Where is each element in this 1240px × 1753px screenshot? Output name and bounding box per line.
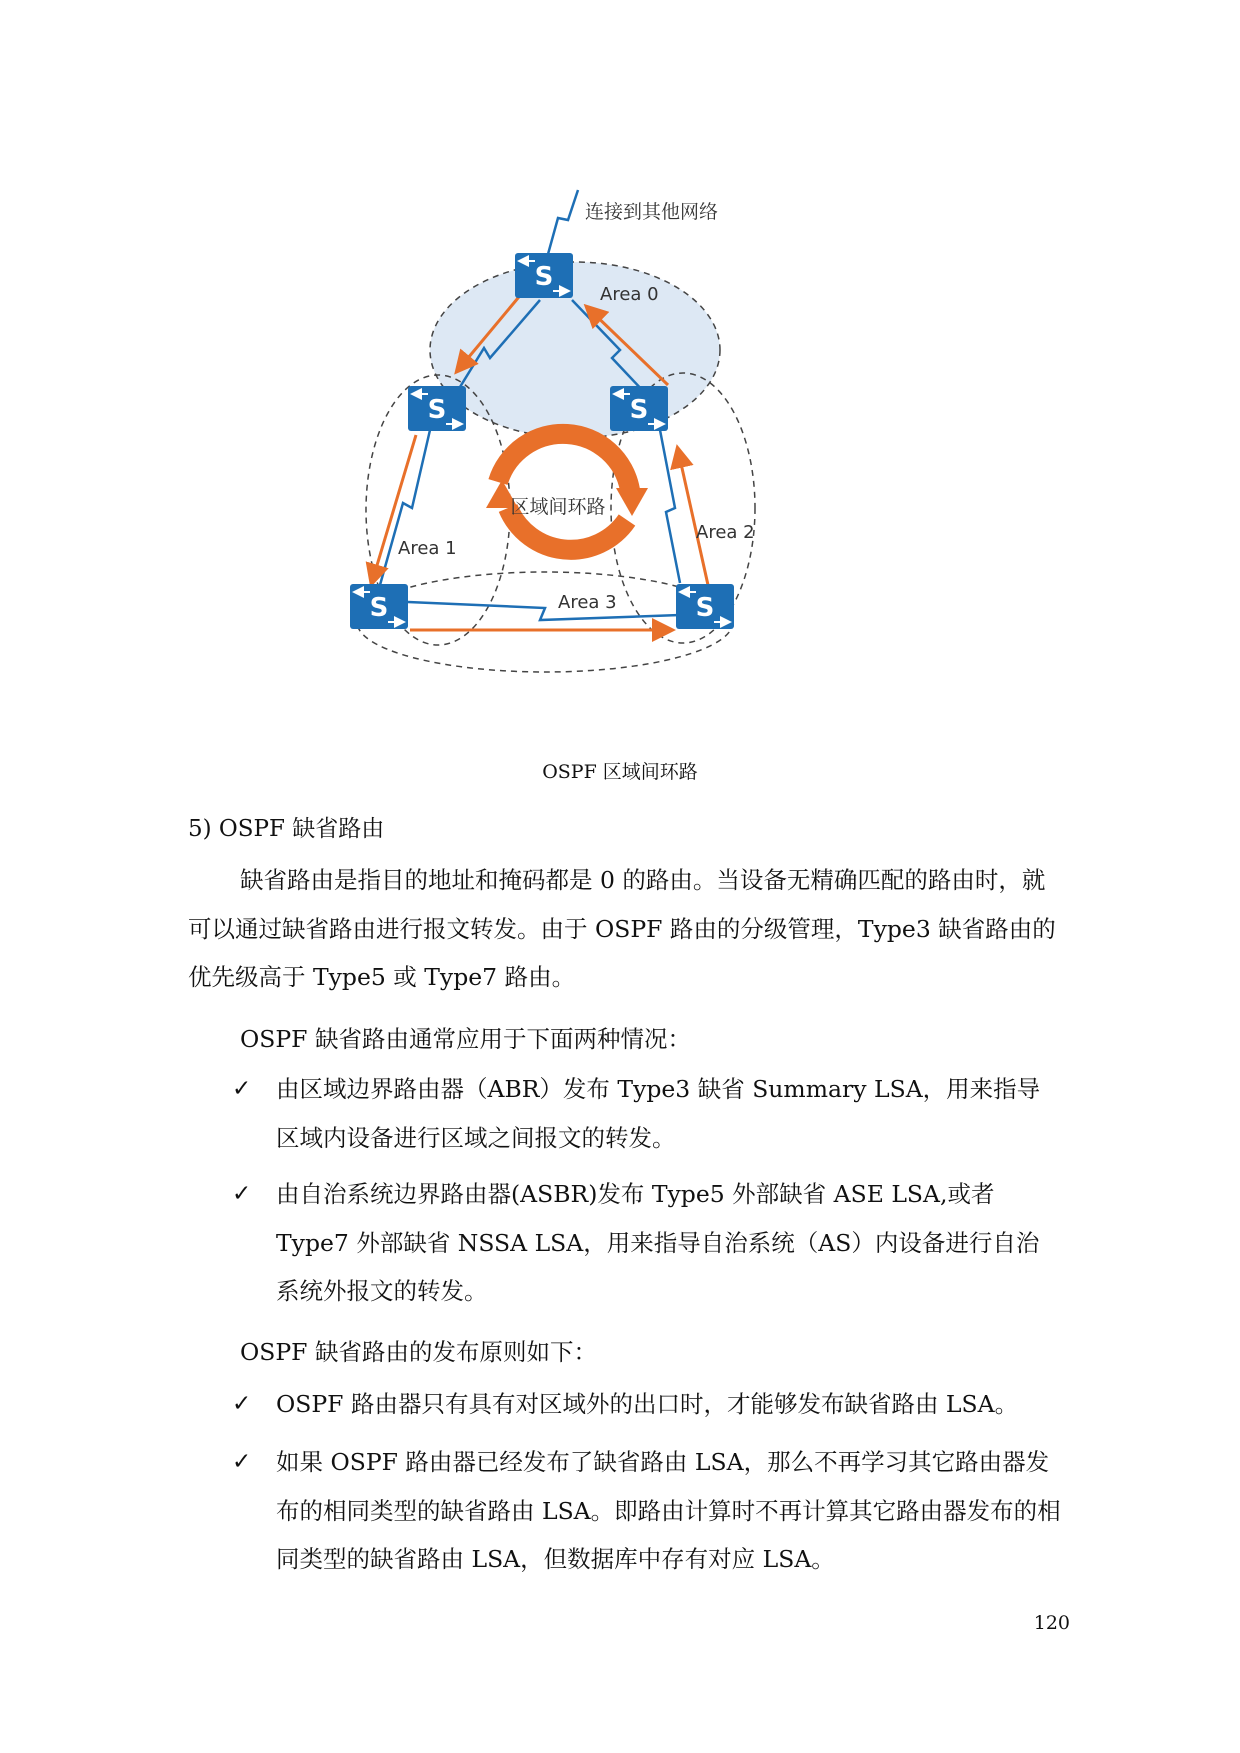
svg-text:S: S <box>427 395 447 425</box>
link-left-bottom <box>380 430 430 585</box>
network-diagram <box>369 190 860 750</box>
list2-item-1-text: OSPF 路由器只有具有对区域外的出口时，才能够发布缺省路由 LSA。 <box>276 1390 1019 1418</box>
link-right-bottom <box>660 430 680 583</box>
figure-caption: OSPF 区域间环路 <box>542 761 698 783</box>
check-icon: ✓ <box>232 1449 252 1475</box>
route-arrow-4 <box>678 450 708 585</box>
switch-left <box>408 386 466 431</box>
area3-label: Area 3 <box>558 592 617 613</box>
list1-item-2 <box>232 1170 1062 1316</box>
list1-item-1 <box>232 1065 1062 1162</box>
paragraph-1: 缺省路由是指目的地址和掩码都是 0 的路由。当设备无精确匹配的路由时，就可以通过缺省路由进行报文转发。由于 OSPF 路由的分级管理，Type3 缺省路由的优先级高于 Type5 或 Type7 路由。 <box>188 866 1056 991</box>
area1-label: Area 1 <box>398 538 457 559</box>
list1-item-1-text: 由区域边界路由器（ABR）发布 Type3 缺省 Summary LSA，用来指导区域内设备进行区域之间报文的转发。 <box>276 1075 1041 1152</box>
loop-ring <box>486 434 648 550</box>
check-icon: ✓ <box>232 1076 252 1102</box>
switch-bottom-right <box>676 584 734 629</box>
route-arrow-2 <box>372 435 416 582</box>
list2-item-1 <box>232 1380 1062 1429</box>
list1-item-2-text: 由自治系统边界路由器(ASBR)发布 Type5 外部缺省 ASE LSA,或者 Type7 外部缺省 NSSA LSA，用来指导自治系统（AS）内设备进行自治系统外报文的转发。 <box>276 1180 1040 1305</box>
svg-text:S: S <box>369 593 389 623</box>
link-bottom <box>408 602 680 620</box>
list2-item-2-text: 如果 OSPF 路由器已经发布了缺省路由 LSA，那么不再学习其它路由器发布的相同类型的缺省路由 LSA。即路由计算时不再计算其它路由器发布的相同类型的缺省路由 LSA，但数据库中存有对应 LSA。 <box>276 1448 1061 1573</box>
page-number: 120 <box>1033 1612 1070 1634</box>
intro-2: OSPF 缺省路由的发布原则如下： <box>240 1338 597 1366</box>
svg-text:S: S <box>629 395 649 425</box>
area0-label: Area 0 <box>600 284 659 305</box>
list2-item-2 <box>232 1438 1062 1584</box>
check-icon: ✓ <box>232 1181 252 1207</box>
switch-top <box>515 253 573 298</box>
svg-text:S: S <box>534 262 554 292</box>
intro-1: OSPF 缺省路由通常应用于下面两种情况： <box>240 1025 691 1053</box>
area2-label: Area 2 <box>696 522 755 543</box>
svg-text:S: S <box>695 593 715 623</box>
check-icon: ✓ <box>232 1391 252 1417</box>
loop-label: 区域间环路 <box>510 496 606 518</box>
switch-right <box>610 386 668 431</box>
section-heading: 5) OSPF 缺省路由 <box>188 816 385 842</box>
external-network-label: 连接到其他网络 <box>585 201 719 223</box>
ospf-interarea-loop-figure <box>369 190 860 750</box>
switch-bottom-left <box>350 584 408 629</box>
